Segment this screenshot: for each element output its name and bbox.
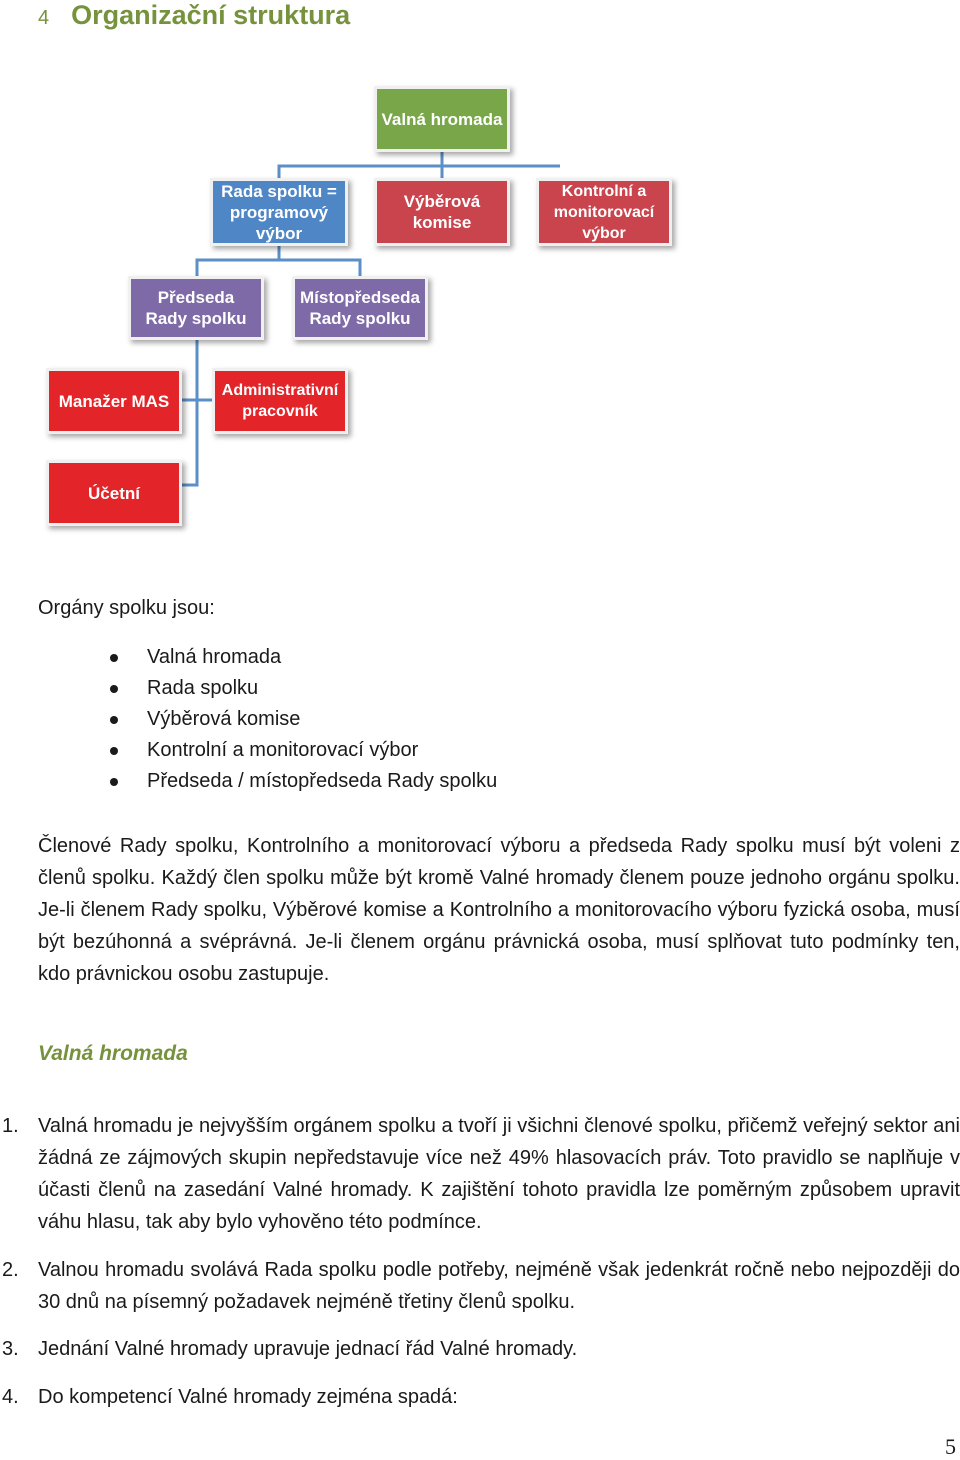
bullet-icon	[110, 716, 118, 724]
section-title: Organizační struktura	[71, 0, 351, 30]
section-number: 4	[38, 7, 50, 29]
node-rada-spolku: Rada spolku = programový výbor	[210, 178, 348, 246]
section-heading	[38, 0, 350, 36]
bullet-icon	[110, 685, 118, 693]
item-number: 3.	[2, 1338, 19, 1360]
node-ucetni: Účetní	[46, 460, 182, 526]
item-text: Valnou hromadu svolává Rada spolku podle potřeby, nejméně však jedenkrát ročně nebo nejpozději do 30 dnů na písemný požadavek nejméně třetiny členů spolku.	[38, 1259, 960, 1313]
node-administrativni-pracovnik: Administrativní pracovník	[212, 368, 348, 434]
members-paragraph: Členové Rady spolku, Kontrolního a monitorovací výboru a předseda Rady spolku musí být voleni z členů spolku. Každý člen spolku může být kromě Valné hromady členem pouze jednoho orgánu spolku. Je-li členem Rady spolku, Výběrové komise a Kontrolního a monitorovacího výboru fyzická osoba, musí být bezúhonná a svéprávná. Je-li členem orgánu právnická osoba, musí splňovat tuto podmínky ten, kdo právnickou osobu zastupuje.	[38, 835, 960, 985]
bullet-icon	[110, 654, 118, 662]
item-number: 2.	[2, 1259, 19, 1281]
item-number: 4.	[2, 1386, 19, 1408]
bullet-icon	[110, 747, 118, 755]
node-manazer-mas: Manažer MAS	[46, 368, 182, 434]
node-valna-hromada: Valná hromada	[374, 86, 510, 152]
item-text: Do kompetencí Valné hromady zejména spadá:	[38, 1386, 458, 1408]
organs-intro: Orgány spolku jsou:	[38, 597, 215, 619]
list-item: Výběrová komise	[110, 704, 497, 735]
node-mistopredseda: Místopředseda Rady spolku	[292, 276, 428, 340]
item-number: 1.	[2, 1115, 19, 1137]
organs-list	[110, 642, 497, 797]
bullet-icon	[110, 778, 118, 786]
item-text: Valná hromadu je nejvyšším orgánem spolku a tvoří ji všichni členové spolku, přičemž veřejný sektor ani žádná ze zájmových skupin nepředstavuje více než 49% hlasovacích práv. Toto pravidlo se naplňuje v účasti členů na zasedání Valné hromady. K zajištění tohoto pravidla lze poměrným způsobem upravit váhu hlasu, tak aby bylo vyhověno této podmínce.	[38, 1115, 960, 1233]
list-item: Rada spolku	[110, 673, 497, 704]
list-item: Valná hromada	[110, 642, 497, 673]
item-text: Jednání Valné hromady upravuje jednací řád Valné hromady.	[38, 1338, 578, 1360]
subheading-valna-hromada: Valná hromada	[38, 1042, 188, 1065]
node-vyberova-komise: Výběrová komise	[374, 178, 510, 246]
org-chart	[0, 80, 655, 540]
node-predseda: Předseda Rady spolku	[128, 276, 264, 340]
list-item: Předseda / místopředseda Rady spolku	[110, 766, 497, 797]
node-kontrolni-vybor: Kontrolní a monitorovací výbor	[536, 178, 672, 246]
page-number: 5	[945, 1434, 956, 1459]
list-item: Kontrolní a monitorovací výbor	[110, 735, 497, 766]
